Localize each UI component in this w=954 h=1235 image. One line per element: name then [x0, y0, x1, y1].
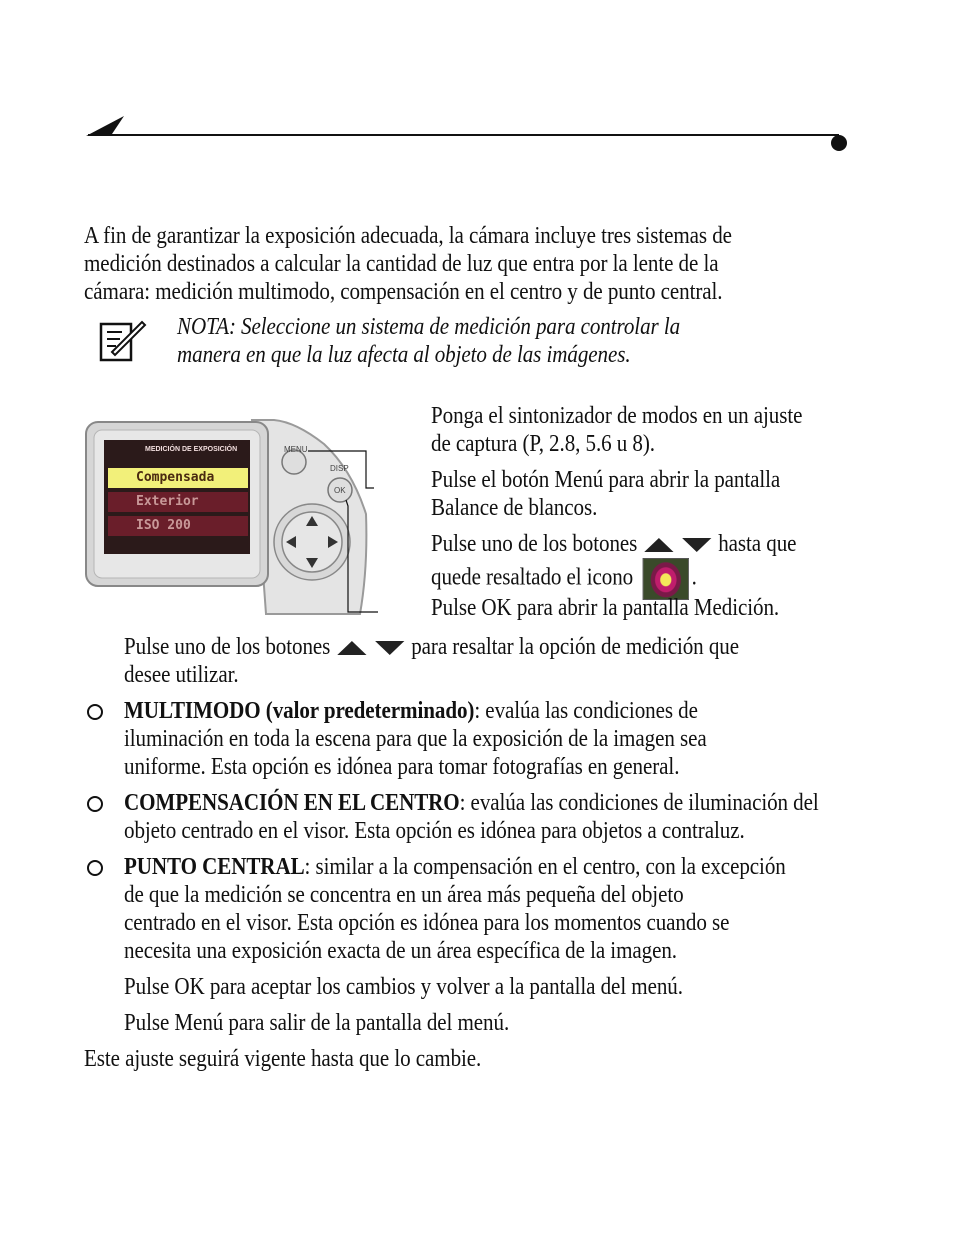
intro-line-3: cámara: medición multimodo, compensación en el centro y de punto central. [84, 278, 723, 305]
option-punto-line-1 [124, 853, 786, 881]
camera-disp-label: DISP [330, 464, 349, 473]
up-arrow-icon [337, 641, 366, 655]
note-line-2: manera en que la luz afecta al objeto de las imágenes. [177, 341, 631, 368]
step-1-line-2: de captura (P, 2.8, 5.6 u 8). [431, 430, 655, 457]
option-punto-line-4: necesita una exposición exacta de un área específica de la imagen. [124, 937, 677, 964]
camera-menu-item-label: ISO 200 [136, 518, 191, 533]
option-multimodo-line-3: uniforme. Esta opción es idónea para tomar fotografías en general. [124, 753, 680, 780]
option-multimodo-term: MULTIMODO (valor predeterminado) [124, 697, 475, 724]
step-5-text-a: Pulse uno de los botones [124, 633, 331, 660]
bullet-circle-icon [87, 704, 103, 720]
camera-screen-title: MEDICIÓN DE EXPOSICIÓN [145, 446, 238, 453]
camera-menu-item-label: Exterior [136, 494, 199, 509]
after-menu: Pulse Menú para salir de la pantalla del menú. [124, 1009, 510, 1036]
note-line-1: NOTA: Seleccione un sistema de medición para controlar la [177, 313, 681, 340]
step-2-line-2: Balance de blancos. [431, 494, 598, 521]
camera-menu-item-label: Compensada [136, 470, 215, 485]
up-arrow-icon [644, 538, 673, 552]
step-5-line-1 [124, 633, 739, 661]
camera-menu-item-selected [108, 468, 248, 488]
step-3-text-a: Pulse uno de los botones [431, 530, 638, 557]
header-rule [84, 112, 854, 156]
bullet-circle-icon [87, 860, 103, 876]
intro-line-1: A fin de garantizar la exposición adecuada, la cámara incluye tres sistemas de [84, 222, 732, 249]
step-5-line-2: desee utilizar. [124, 661, 239, 688]
down-arrow-icon [682, 538, 711, 552]
step-3-text-d: . [691, 563, 697, 591]
camera-menu-label: MENU [284, 445, 308, 454]
step-5-text-b: para resaltar la opción de medición que [411, 633, 739, 660]
option-centro-line-2: objeto centrado en el visor. Esta opción es idónea para objetos a contraluz. [124, 817, 745, 844]
option-centro-term: COMPENSACIÓN EN EL CENTRO [124, 789, 460, 816]
option-punto-line-2: de que la medición se concentra en un área más pequeña del objeto [124, 881, 684, 908]
camera-menu-item [108, 516, 248, 536]
option-centro-line-1 [124, 789, 819, 817]
step-1-line-1: Ponga el sintonizador de modos en un ajuste [431, 402, 803, 429]
step-3-text-b: hasta que [718, 530, 797, 557]
option-multimodo-line-2: iluminación en toda la escena para que la exposición de la imagen sea [124, 725, 707, 752]
header-dot-icon [831, 135, 847, 151]
option-multimodo-desc: : evalúa las condiciones de [474, 697, 698, 724]
bullet-circle-icon [87, 796, 103, 812]
camera-ok-label: OK [334, 486, 346, 495]
option-punto-line-3: centrado en el visor. Esta opción es idónea para los momentos cuando se [124, 909, 730, 936]
header-arrow-icon [86, 116, 124, 136]
camera-menu-item [108, 492, 248, 512]
step-3-line-1 [431, 530, 796, 558]
camera-illustration [84, 418, 384, 618]
after-final: Este ajuste seguirá vigente hasta que lo cambie. [84, 1045, 482, 1072]
down-arrow-icon [375, 641, 404, 655]
option-punto-term: PUNTO CENTRAL [124, 853, 305, 880]
note-pencil-icon [98, 318, 148, 364]
after-ok: Pulse OK para aceptar los cambios y volver a la pantalla del menú. [124, 973, 683, 1000]
option-punto-desc: : similar a la compensación en el centro, con la excepción [304, 853, 786, 880]
step-2-line-1: Pulse el botón Menú para abrir la pantalla [431, 466, 781, 493]
intro-line-2: medición destinados a calcular la cantidad de luz que entra por la lente de la [84, 250, 719, 277]
option-multimodo-line-1 [124, 697, 698, 725]
step-3-text-c: quede resaltado el icono [431, 563, 634, 591]
option-centro-desc: : evalúa las condiciones de iluminación del [459, 789, 819, 816]
step-4: Pulse OK para abrir la pantalla Medición. [431, 594, 780, 621]
